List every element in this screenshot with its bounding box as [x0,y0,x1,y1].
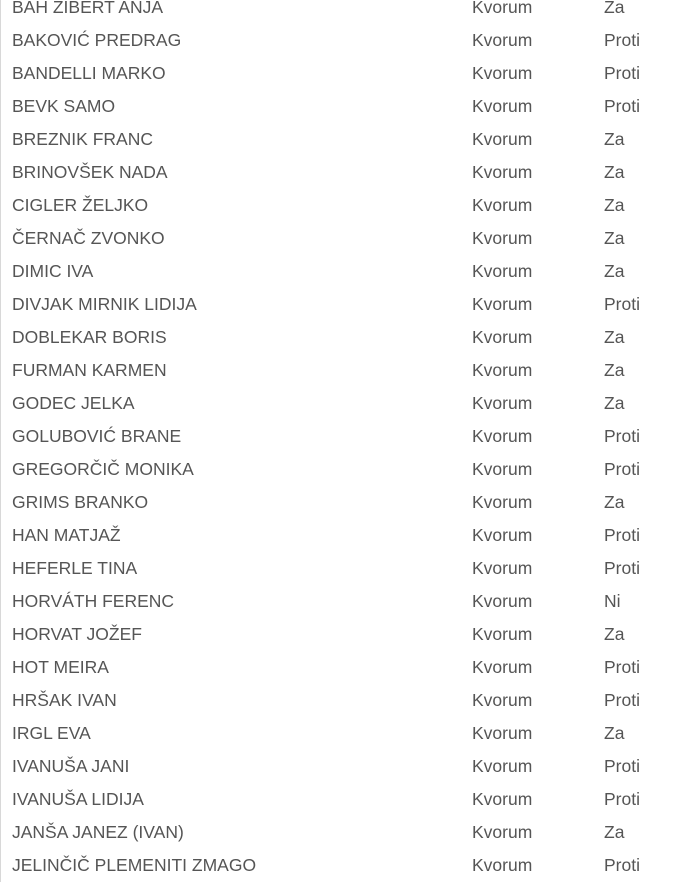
table-row [1,24,685,57]
presence-status: Kvorum [472,525,533,545]
table-row [1,552,685,585]
table-row [1,57,685,90]
vote-value: Proti [604,426,640,446]
table-row [1,354,685,387]
table-row [1,816,685,849]
table-row [1,255,685,288]
table-row [1,189,685,222]
vote-value: Za [604,822,625,842]
presence-status: Kvorum [472,459,533,479]
deputy-name: DOBLEKAR BORIS [12,327,167,347]
presence-status: Kvorum [472,96,533,116]
deputy-name: IRGL EVA [12,723,91,743]
table-row [1,519,685,552]
vote-value: Proti [604,657,640,677]
deputy-name: JANŠA JANEZ (IVAN) [12,822,184,842]
presence-status: Kvorum [472,591,533,611]
vote-value: Za [604,624,625,644]
presence-status: Kvorum [472,294,533,314]
vote-value: Proti [604,459,640,479]
table-row [1,90,685,123]
presence-status: Kvorum [472,30,533,50]
vote-value: Za [604,393,625,413]
table-row [1,321,685,354]
deputy-name: DIVJAK MIRNIK LIDIJA [12,294,197,314]
table-row [1,684,685,717]
vote-value: Za [604,129,625,149]
table-row [1,585,685,618]
deputy-name: IVANUŠA JANI [12,756,130,776]
vote-value: Proti [604,525,640,545]
presence-status: Kvorum [472,690,533,710]
vote-value: Proti [604,96,640,116]
table-row [1,651,685,684]
vote-value: Za [604,492,625,512]
presence-status: Kvorum [472,723,533,743]
vote-value: Proti [604,63,640,83]
vote-value: Za [604,327,625,347]
table-row [1,783,685,816]
vote-value: Proti [604,294,640,314]
deputy-name: GREGORČIČ MONIKA [12,459,194,479]
vote-value: Ni [604,591,621,611]
vote-value: Za [604,228,625,248]
vote-value: Za [604,195,625,215]
deputy-name: CIGLER ŽELJKO [12,195,149,215]
table-row [1,123,685,156]
table-row [1,387,685,420]
deputy-name: JELINČIČ PLEMENITI ZMAGO [12,855,257,875]
vote-value: Za [604,0,625,17]
deputy-name: ČERNAČ ZVONKO [12,228,165,248]
deputy-name: HORVÁTH FERENC [12,591,175,611]
table-row [1,0,685,24]
presence-status: Kvorum [472,162,533,182]
presence-status: Kvorum [472,393,533,413]
presence-status: Kvorum [472,327,533,347]
vote-value: Proti [604,558,640,578]
presence-status: Kvorum [472,261,533,281]
vote-value: Za [604,162,625,182]
presence-status: Kvorum [472,657,533,677]
presence-status: Kvorum [472,822,533,842]
deputy-name: HORVAT JOŽEF [12,624,142,644]
vote-value: Proti [604,30,640,50]
table-row [1,750,685,783]
vote-value: Proti [604,690,640,710]
deputy-name: BAKOVIĆ PREDRAG [12,30,182,50]
vote-value: Proti [604,756,640,776]
deputy-name: BANDELLI MARKO [12,63,166,83]
presence-status: Kvorum [472,360,533,380]
deputy-name: FURMAN KARMEN [12,360,167,380]
table-row [1,222,685,255]
vote-value: Za [604,261,625,281]
presence-status: Kvorum [472,855,533,875]
deputy-name: IVANUŠA LIDIJA [12,789,144,809]
vote-value: Proti [604,855,640,875]
table-row [1,156,685,189]
deputy-name: GRIMS BRANKO [12,492,149,512]
presence-status: Kvorum [472,756,533,776]
vote-value: Proti [604,789,640,809]
deputy-name: BAH ZIBERT ANJA [12,0,164,17]
deputy-name: GODEC JELKA [12,393,135,413]
deputy-name: BREZNIK FRANC [12,129,153,149]
table-row [1,453,685,486]
deputy-name: HAN MATJAŽ [12,525,121,545]
deputy-name: HEFERLE TINA [12,558,138,578]
table-row [1,288,685,321]
presence-status: Kvorum [472,228,533,248]
presence-status: Kvorum [472,426,533,446]
table-row [1,849,685,882]
deputy-name: BEVK SAMO [12,96,116,116]
deputy-name: HOT MEIRA [12,657,109,677]
deputy-name: BRINOVŠEK NADA [12,162,168,182]
table-row [1,618,685,651]
vote-value: Za [604,723,625,743]
deputy-name: DIMIC IVA [12,261,94,281]
presence-status: Kvorum [472,195,533,215]
presence-status: Kvorum [472,558,533,578]
presence-status: Kvorum [472,624,533,644]
presence-status: Kvorum [472,129,533,149]
vote-value: Za [604,360,625,380]
presence-status: Kvorum [472,63,533,83]
table-row [1,486,685,519]
deputy-name: GOLUBOVIĆ BRANE [12,426,182,446]
presence-status: Kvorum [472,0,533,17]
deputy-name: HRŠAK IVAN [12,690,117,710]
presence-status: Kvorum [472,492,533,512]
table-row [1,420,685,453]
table-row [1,717,685,750]
presence-status: Kvorum [472,789,533,809]
